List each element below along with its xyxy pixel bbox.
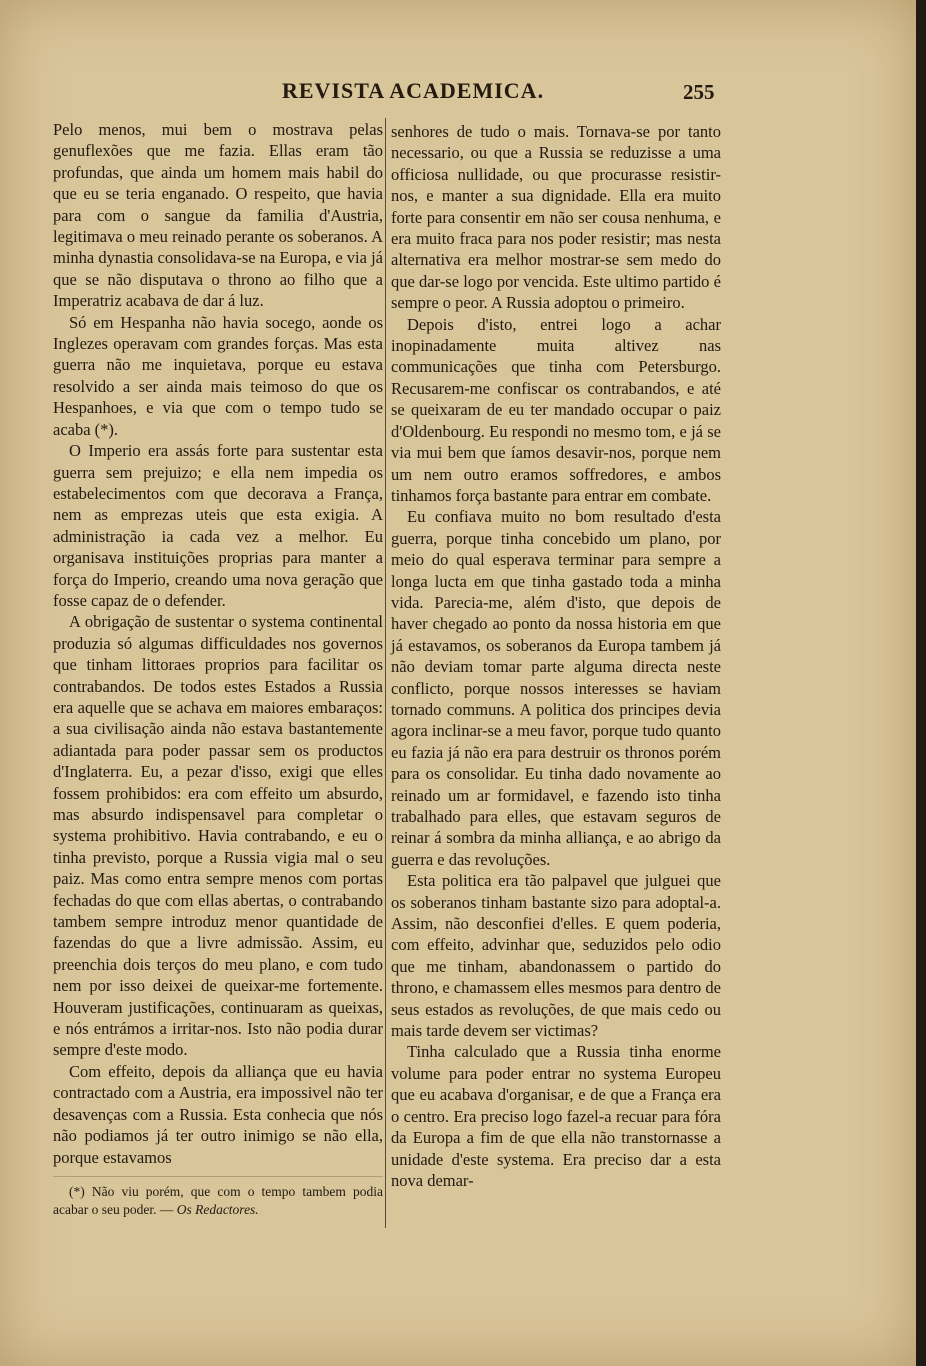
- paragraph: Tinha calculado que a Russia tinha enorme volume para poder entrar no systema Europeu que eu acabava d'organisar, e de que a França era o centro. Era preciso logo fazel-a recuar para fóra da Europa a fim de que ella não transtornasse a unidade d'este systema. Era preciso dar a esta nova demar-: [391, 1042, 721, 1190]
- paragraph: Esta politica era tão palpavel que julguei que os soberanos tinham bastante sizo para adoptal-a. Assim, não desconfiei d'elles. E quem poderia, com effeito, advinhar que, seduzidos pelo odio que me tinham, abandonassem o partido do throno, e chamassem elles mesmos para dentro de seus estados as revoluções, de que mais cedo ou mais tarde devem ser victimas?: [391, 871, 721, 1041]
- paragraph: Com effeito, depois da alliança que eu havia contractado com a Austria, era impossivel não ter desavenças com a Russia. Esta conhecia que nós não podiamos já ter outro inimigo se não ella, porque estavamos: [53, 1061, 383, 1167]
- right-column: [391, 121, 721, 1191]
- footnote-divider: [53, 1176, 383, 1177]
- paragraph: A obrigação de sustentar o systema continental produzia só algumas difficuldades nos governos que tinham littoraes proprios para facilitar os contrabandos. De todos estes Estados a Russia era aquelle que se achava em maiores embaraços: a sua civilisação ainda não estava bastantemente adiantada para poder passar sem os productos d'Inglaterra. Eu, a pezar d'isso, exigi que elles fossem prohibidos: era com effeito um absurdo, mas absurdo indispensavel para completar o systema prohibitivo. Havia contrabando, e eu o tinha previsto, porque a Russia vigia mal o seu paiz. Mas como entra sempre menos com portas fechadas do que com ellas abertas, o contrabando tambem sempre introduz menor quantidade de fazendas do que a livre admissão. Assim, eu preenchia dois terços do meu plano, e com tudo nem por isso deixei de queixar-me fortemente. Houveram justificações, continuaram as queixas, e nós entrámos a irritar-nos. Isto não podia durar sempre d'este modo.: [53, 612, 383, 1060]
- page-number: 255: [683, 80, 715, 104]
- footnote: [53, 1183, 383, 1219]
- paragraph: Depois d'isto, entrei logo a achar inopinadamente muita altivez nas communicações que tinha com Petersburgo. Recusarem-me confiscar os contrabandos, e até se queixaram de eu ter mandado occupar o paiz d'Oldenbourg. Eu respondi no mesmo tom, e já se via mui bem que íamos desavir-nos, porque nem um nem outro eramos soffredores, e ambos tinhamos força bastante para entrar em combate.: [391, 314, 721, 505]
- footnote-signature: Os Redactores.: [176, 1202, 259, 1217]
- column-divider: [385, 118, 386, 1228]
- left-column: [53, 119, 383, 1168]
- page-edge: [916, 0, 926, 1366]
- paragraph: Só em Hespanha não havia socego, aonde os Inglezes operavam com grandes forças. Mas esta guerra não me inquietava, porque eu estava resolvido a ser ainda mais teimoso do que os Hespanhoes, e via que com o tempo tudo se acaba (*).: [53, 312, 383, 439]
- running-title: REVISTA ACADEMICA.: [282, 78, 545, 103]
- paragraph: Pelo menos, mui bem o mostrava pelas genuflexões que me fazia. Ellas eram tão profundas, que ainda um homem mais habil do que eu se teria enganado. O respeito, que havia para com o sangue da familia d'Austria, legitimava o meu reinado perante os soberanos. A minha dynastia consolidava-se na Europa, e via já que se não disputava o throno ao filho que a Imperatriz acabava de dar á luz.: [53, 120, 383, 311]
- footnote-text: (*) Não viu porém, que com o tempo tambem podia acabar o seu poder. —: [53, 1184, 383, 1217]
- paragraph: senhores de tudo o mais. Tornava-se por tanto necessario, ou que a Russia se reduzisse a uma officiosa nullidade, ou que procurasse resistir-nos, e manter a sua dignidade. Ella era muito forte para consentir em não ser cousa nenhuma, e era muito fraca para nos poder resistir; mas nesta alternativa era melhor mostrar-se sem medo do que dar-se logo por vencida. Este ultimo partido é sempre o peor. A Russia adoptou o primeiro.: [391, 122, 721, 313]
- paragraph: O Imperio era assás forte para sustentar esta guerra sem prejuizo; e ella nem impedia os estabelecimentos com que decorava a França, nem as emprezas uteis que esta exigia. A administração ia cada vez a melhor. Eu organisava instituições proprias para manter a força do Imperio, creando uma nova geração que fosse capaz de o defender.: [53, 441, 383, 610]
- paragraph: Eu confiava muito no bom resultado d'esta guerra, porque tinha concebido um plano, por meio do qual esperava terminar para sempre a longa lucta em que tinha gastado toda a minha vida. Parecia-me, além d'isto, que depois de haver chegado ao ponto da nossa historia em que já estavamos, os soberanos da Europa tambem já não deviam tomar parte alguma directa neste conflicto, porque nossos interesses se haviam tornado communs. A politica dos principes devia agora inclinar-se a meu favor, porque tudo quanto eu fazia já não era para destruir os thronos porém para os consolidar. Eu tinha dado novamente ao reinado um ar formidavel, e fazendo isto tinha trabalhado para elles, que estavam seguros de reinar á sombra da minha alliança, e ao abrigo da guerra e das revoluções.: [391, 507, 721, 869]
